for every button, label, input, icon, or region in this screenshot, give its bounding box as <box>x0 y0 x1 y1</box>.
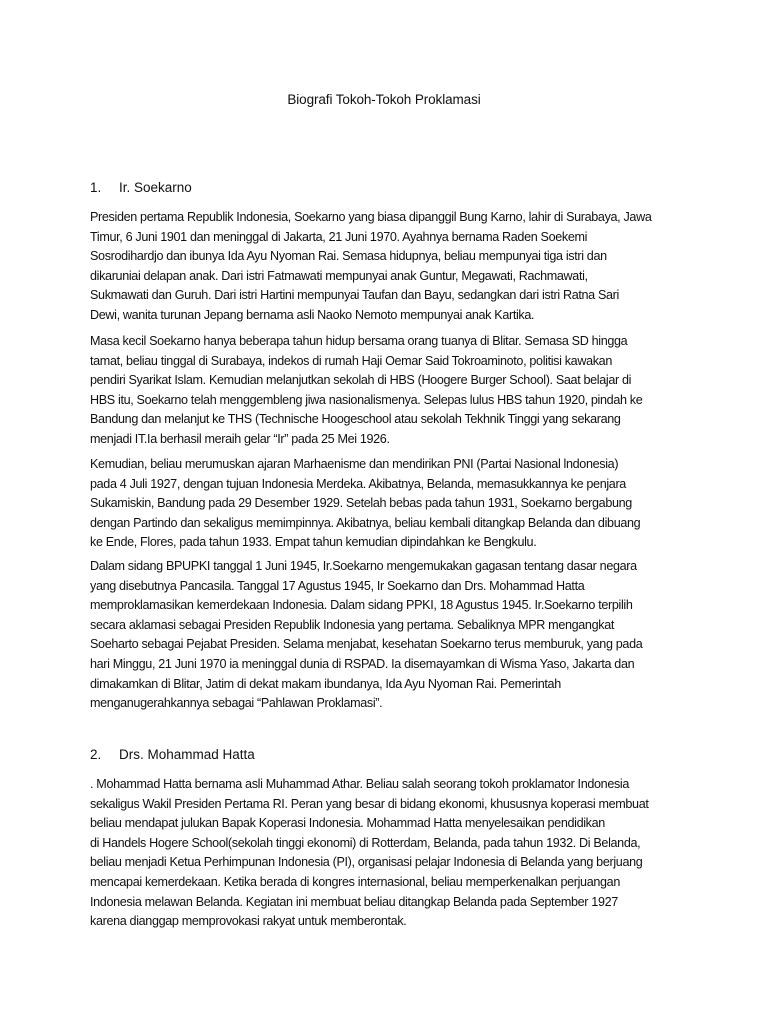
text-line: dengan Partindo dan sekaligus memimpinnya. Akibatnya, beliau kembali ditangkap Belanda dan dibuang <box>90 515 641 530</box>
text-line: Timur, 6 Juni 1901 dan meninggal di Jakarta, 21 Juni 1970. Ayahnya bernama Raden Soekemi <box>90 229 588 244</box>
text-line: karena dianggap memprovokasi rakyat untuk memberontak. <box>90 914 407 929</box>
text-line: memproklamasikan kemerdekaan Indonesia. Dalam sidang PPKI, 18 Agustus 1945. Ir.Soekarno terpilih <box>90 598 633 613</box>
text-line: Indonesia melawan Belanda. Kegiatan ini membuat beliau ditangkap Belanda pada September 1927 <box>90 894 618 909</box>
text-line: Dalam sidang BPUPKI tanggal 1 Juni 1945, Ir.Soekarno mengemukakan gagasan tentang dasar negara <box>90 559 637 573</box>
text-line: Sosrodihardjo dan ibunya Ida Ayu Nyoman Rai. Semasa hidupnya, beliau mempunyai tiga istri dan <box>90 249 607 264</box>
paragraph-soekarno-2 <box>90 332 690 450</box>
text-line: pendiri Syarikat Islam. Kemudian melanjutkan sekolah di HBS (Hoogere Burger School). Saat belajar di <box>90 373 632 388</box>
text-line: Presiden pertama Republik Indonesia, Soekarno yang biasa dipanggil Bung Karno, lahir di Surabaya, Jawa <box>90 210 652 224</box>
text-line: Sukmawati dan Guruh. Dari istri Hartini mempunyai Taufan dan Bayu, sedangkan dari istri Ratna Sari <box>90 288 619 303</box>
text-line: beliau menjadi Ketua Perhimpunan Indonesia (PI), organisasi pelajar Indonesia di Belanda yang berjuang <box>90 855 643 870</box>
text-line: dikaruniai delapan anak. Dari istri Fatmawati mempunyai anak Guntur, Megawati, Rachmawati, <box>90 268 588 283</box>
text-line: hari Minggu, 21 Juni 1970 ia meninggal dunia di RSPAD. Ia disemayamkan di Wisma Yaso, Jakarta dan <box>90 656 635 671</box>
paragraph-soekarno-4 <box>90 557 690 714</box>
section-heading-soekarno <box>90 180 192 195</box>
paragraph-soekarno-3 <box>90 455 690 553</box>
section-number: 1. <box>90 180 102 195</box>
section-heading-hatta <box>90 747 255 762</box>
text-line: Soeharto sebagai Pejabat Presiden. Selama menjabat, kesehatan Soekarno terus memburuk, yang pada <box>90 637 643 652</box>
text-line: HBS itu, Soekarno telah menggembleng jiwa nasionalismenya. Selepas lulus HBS tahun 1920, pindah ke <box>90 392 643 407</box>
text-line: Kemudian, beliau merumuskan ajaran Marhaenisme dan mendirikan PNI (Partai Nasional lndonesia) <box>90 457 619 471</box>
section-number: 2. <box>90 747 102 762</box>
text-line: pada 4 Juli 1927, dengan tujuan Indonesia Merdeka. Akibatnya, Belanda, memasukkannya ke penjara <box>90 476 626 491</box>
document-title: Biografi Tokoh-Tokoh Proklamasi <box>287 92 481 107</box>
text-line: yang disebutnya Pancasila. Tanggal 17 Agustus 1945, Ir Soekarno dan Drs. Mohammad Hatta <box>90 578 585 593</box>
text-line: ke Ende, Flores, pada tahun 1933. Empat tahun kemudian dipindahkan ke Bengkulu. <box>90 535 537 550</box>
paragraph-soekarno-1 <box>90 208 690 326</box>
text-line: Bandung dan melanjut ke THS (Technische Hoogeschool atau sekolah Tekhnik Tinggi yang sekarang <box>90 412 621 427</box>
text-line: dimakamkan di Blitar, Jatim di dekat makam ibundanya, Ida Ayu Nyoman Rai. Pemerintah <box>90 676 561 691</box>
section-title: Ir. Soekarno <box>119 180 192 195</box>
text-line: beliau mendapat julukan Bapak Koperasi Indonesia. Mohammad Hatta menyelesaikan pendidikan <box>90 816 605 831</box>
paragraph-hatta-1 <box>90 775 690 932</box>
text-line: tamat, beliau tinggal di Surabaya, indekos di rumah Haji Oemar Said Tokroaminoto, politisi kawakan <box>90 353 612 368</box>
section-title: Drs. Mohammad Hatta <box>119 747 255 762</box>
text-line: . Mohammad Hatta bernama asli Muhammad Athar. Beliau salah seorang tokoh proklamator Indonesia <box>90 777 630 791</box>
text-line: Dewi, wanita turunan Jepang bernama asli Naoko Nemoto mempunyai anak Kartika. <box>90 307 535 322</box>
text-line: Masa kecil Soekarno hanya beberapa tahun hidup bersama orang tuanya di Blitar. Semasa SD hingga <box>90 334 628 348</box>
text-line: di Handels Hogere School(sekolah tinggi ekonomi) di Rotterdam, Belanda, pada tahun 1932. Di Belanda, <box>90 835 641 850</box>
text-line: menjadi IT.Ia berhasil meraih gelar “Ir” pada 25 Mei 1926. <box>90 431 390 446</box>
text-line: secara aklamasi sebagai Presiden Republik Indonesia yang pertama. Sebaliknya MPR mengangkat <box>90 617 614 632</box>
text-line: sekaligus Wakil Presiden Pertama RI. Peran yang besar di bidang ekonomi, khususnya koperasi membuat <box>90 796 649 811</box>
text-line: Sukamiskin, Bandung pada 29 Desember 1929. Setelah bebas pada tahun 1931, Soekarno bergabung <box>90 496 632 511</box>
text-line: mencapai kemerdekaan. Ketika berada di kongres internasional, beliau memperkenalkan perjuangan <box>90 874 620 889</box>
text-line: menganugerahkannya sebagai “Pahlawan Proklamasi”. <box>90 696 383 711</box>
